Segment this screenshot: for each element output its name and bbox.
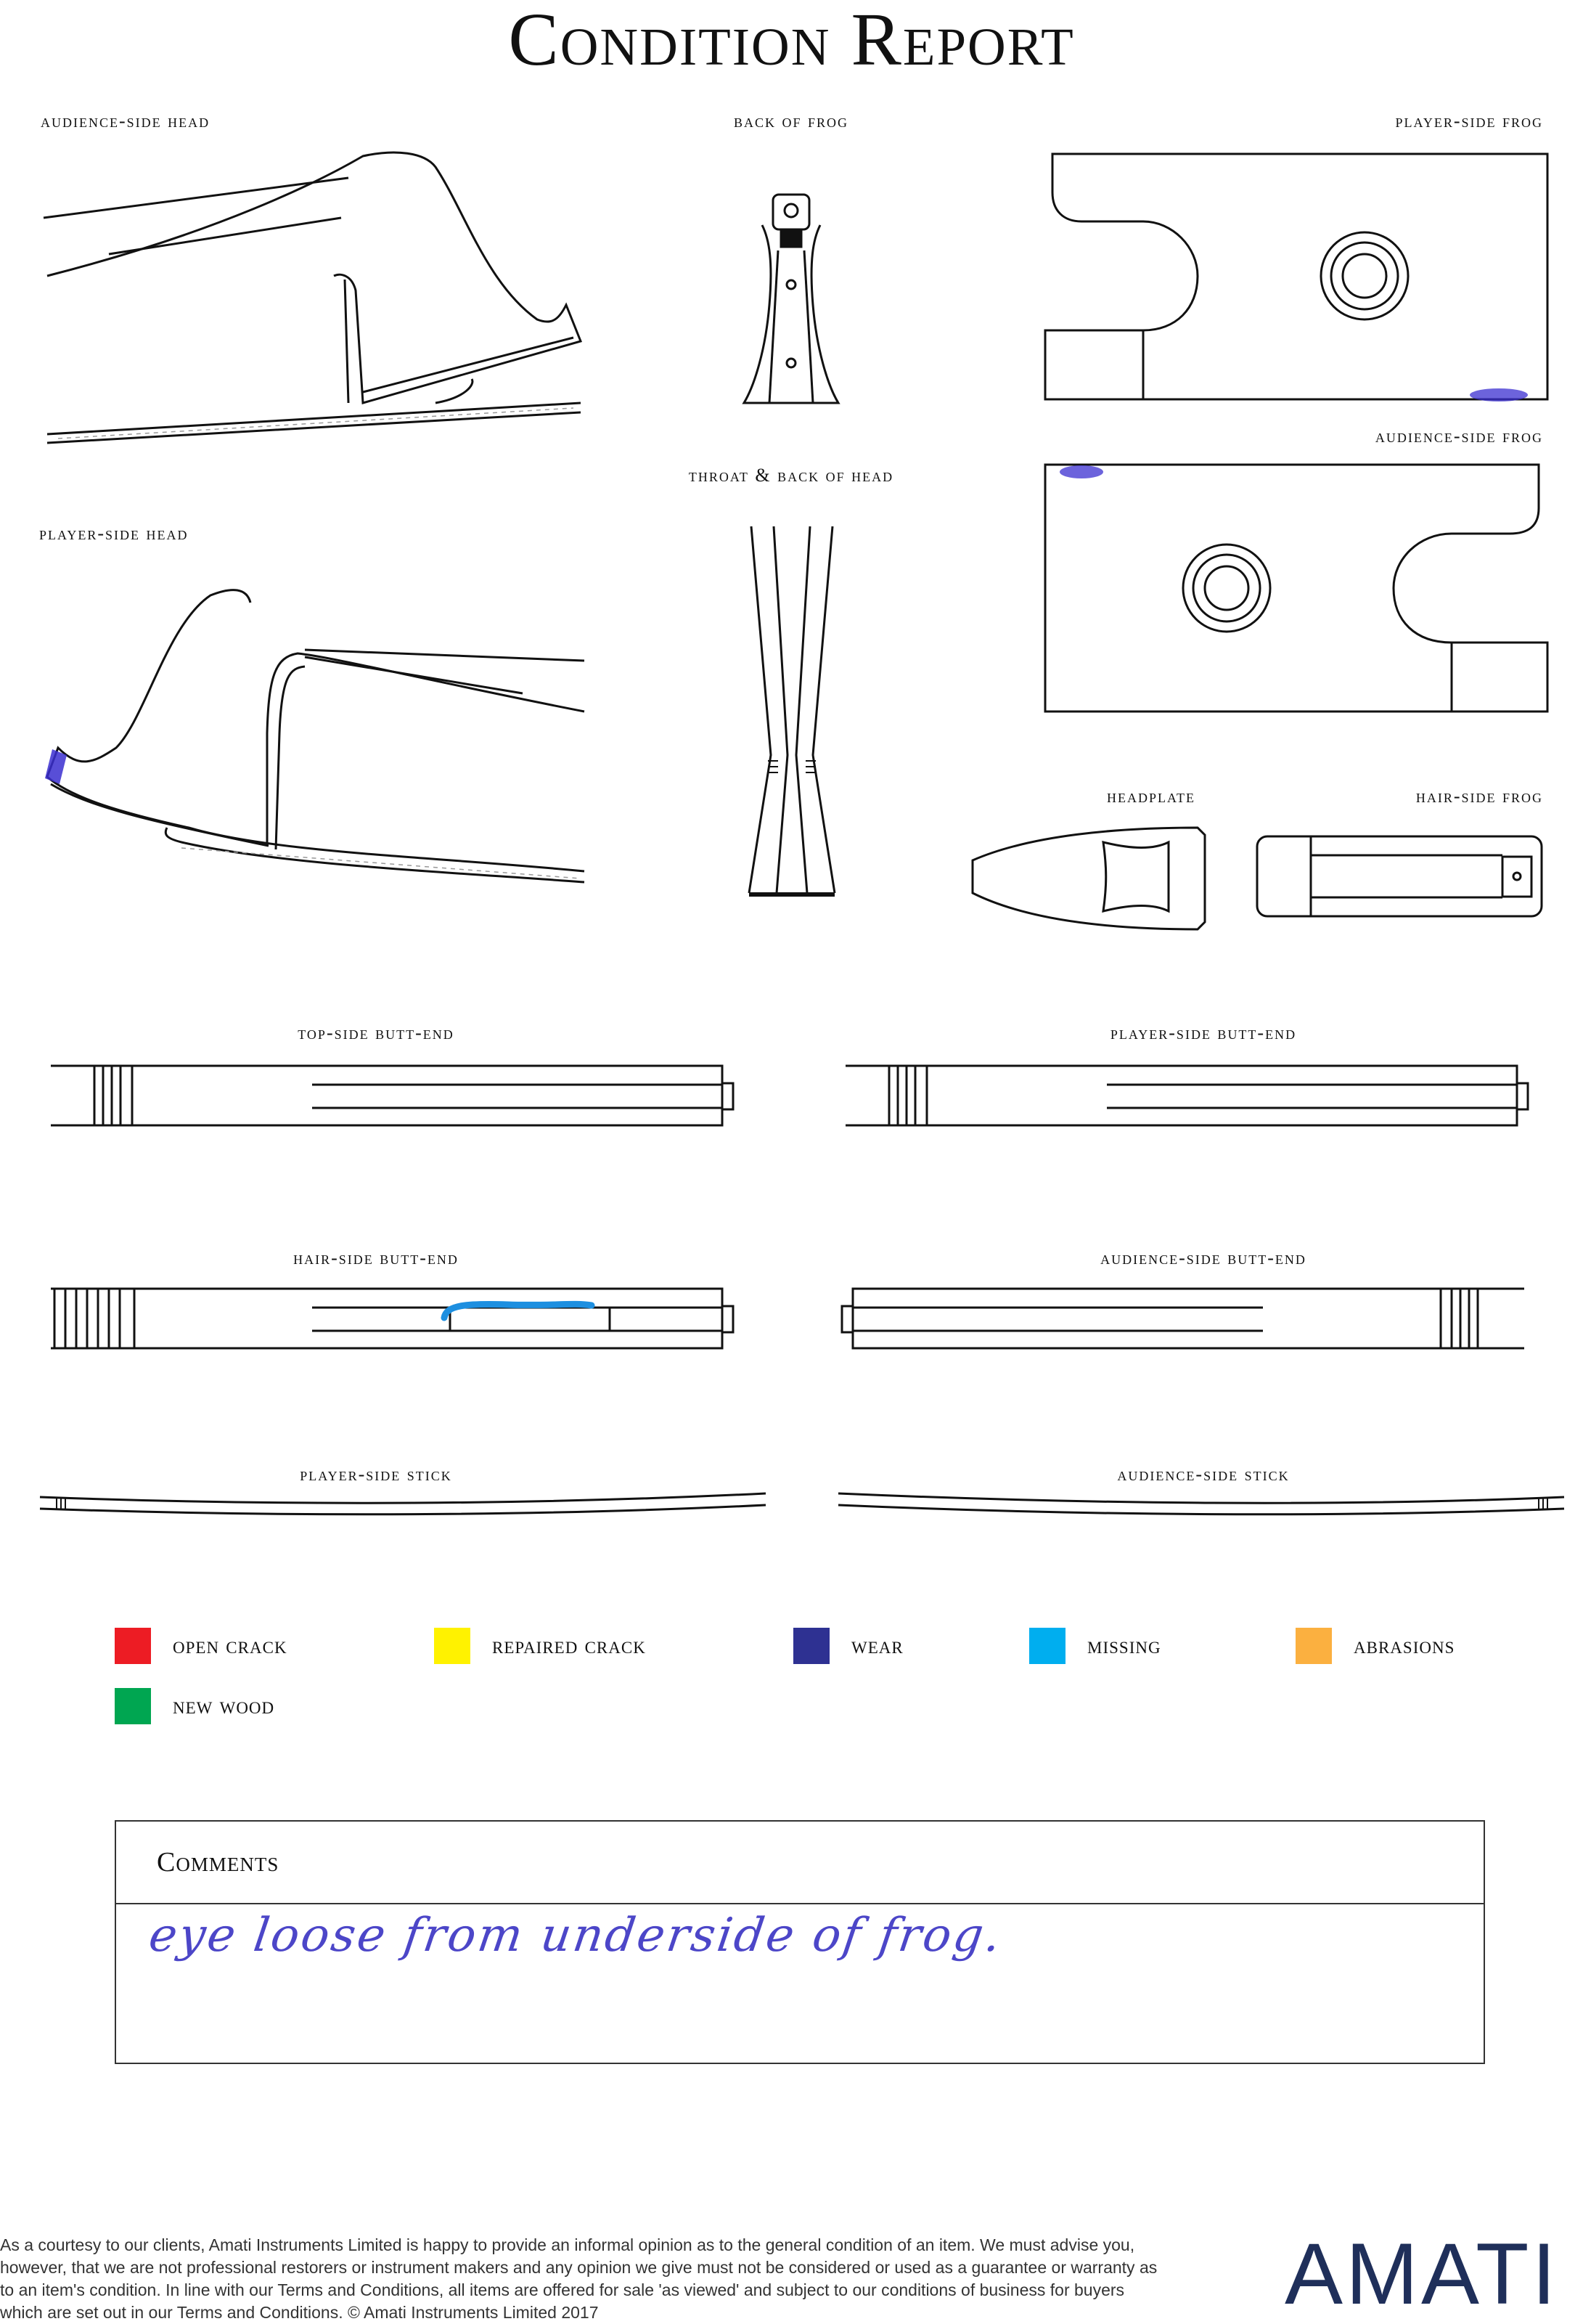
legend-swatch-open-crack — [115, 1628, 151, 1664]
label-back-of-frog: back of frog — [733, 110, 849, 131]
legend-swatch-missing — [1029, 1628, 1065, 1664]
legend-abrasions — [1296, 1628, 1455, 1664]
legend-swatch-abrasions — [1296, 1628, 1332, 1664]
comments-box — [115, 1820, 1485, 2064]
label-audience-side-butt-end: audience-side butt-end — [1100, 1247, 1306, 1268]
legend-repaired-crack — [434, 1628, 646, 1664]
label-hair-side-butt-end: hair-side butt-end — [293, 1247, 459, 1268]
legend-new-wood — [115, 1688, 274, 1724]
legend-label: open crack — [173, 1632, 287, 1659]
label-hair-side-frog: hair-side frog — [1415, 786, 1543, 807]
handwritten-comment: eye loose from underside of frog. — [145, 1909, 1006, 1962]
comments-heading: Comments — [157, 1847, 279, 1877]
label-player-side-head: player-side head — [39, 523, 189, 544]
label-audience-side-head: audience-side head — [41, 110, 210, 131]
label-audience-side-frog: audience-side frog — [1375, 425, 1543, 447]
label-audience-side-stick: audience-side stick — [1117, 1464, 1290, 1485]
label-top-side-butt-end: top-side butt-end — [298, 1022, 454, 1043]
page-title: Condition Report — [508, 0, 1075, 81]
label-player-side-stick: player-side stick — [300, 1464, 452, 1485]
legend-missing — [1029, 1628, 1161, 1664]
legend-swatch-new-wood — [115, 1688, 151, 1724]
legend-label: missing — [1087, 1632, 1161, 1659]
label-throat-back-of-head: throat & back of head — [688, 465, 894, 486]
comments-header — [116, 1822, 1484, 1904]
label-headplate: headplate — [1107, 786, 1195, 807]
legend-label: repaired crack — [492, 1632, 646, 1659]
label-player-side-butt-end: player-side butt-end — [1110, 1022, 1297, 1043]
legend-label: wear — [851, 1632, 904, 1659]
legend-open-crack — [115, 1628, 287, 1664]
legend-label: abrasions — [1354, 1632, 1455, 1659]
legend-label: new wood — [173, 1692, 275, 1719]
amati-logo: AMATI — [1285, 2225, 1559, 2323]
legend-swatch-repaired-crack — [434, 1628, 470, 1664]
legend-swatch-wear — [793, 1628, 830, 1664]
disclaimer-text: As a courtesy to our clients, Amati Instruments Limited is happy to provide an informal opinion as to the general condition of an item. We must advise you, however, that we are not professional restorers or instrument makers and any opinion we give must not be considered or used as a guarantee or warranty as to an item's condition. In line with our Terms and Conditions, all items are offered for sale 'as viewed' and subject to our conditions of business for buyers which are set out in our Terms and Conditions. © Amati Instruments Limited 2017 — [0, 2235, 1158, 2322]
label-player-side-frog: player-side frog — [1395, 110, 1543, 131]
legend-wear — [793, 1628, 904, 1664]
